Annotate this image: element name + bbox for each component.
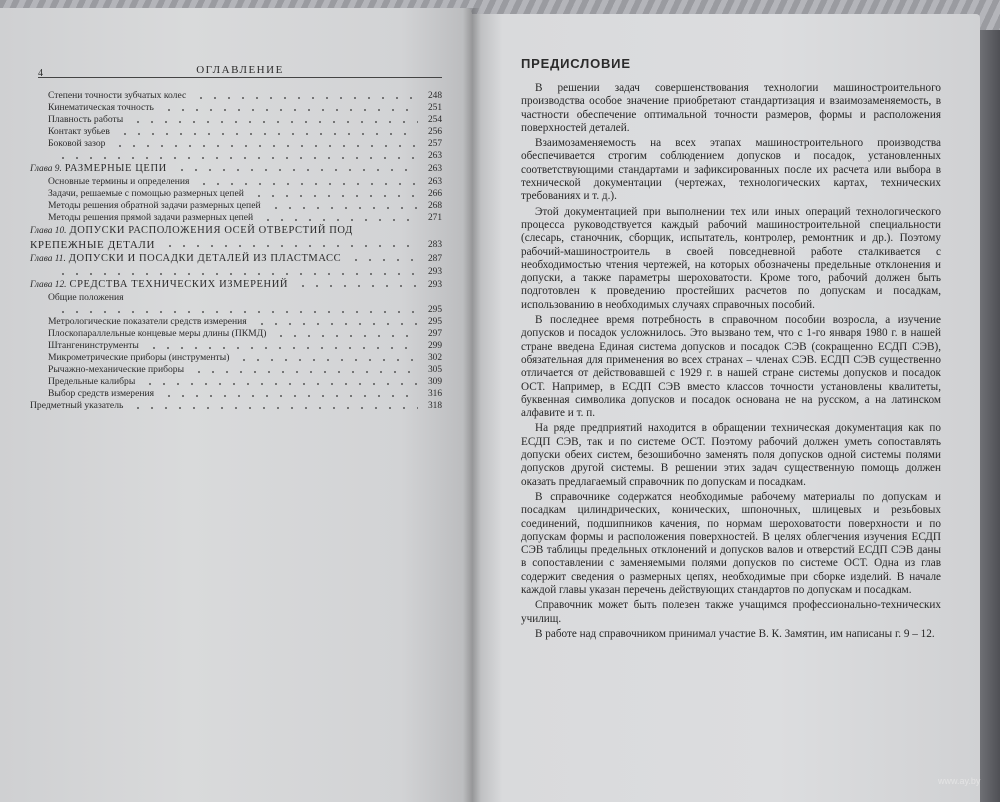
toc-label [30,252,341,266]
toc-page-number: 302 [427,353,442,363]
toc-leader-dots [261,219,418,221]
toc-page-number: 287 [427,254,442,264]
toc-leader-dots [349,259,418,261]
toc-row [30,90,442,102]
toc-leader-dots [162,109,418,111]
toc-row [30,212,442,224]
toc-leader-dots [175,169,418,171]
toc-row [30,150,442,162]
toc-leader-dots [56,157,418,159]
toc-leader-dots [113,145,418,147]
toc-page-number: 268 [427,201,442,211]
toc-label [48,138,105,150]
preface-paragraph: В последнее время потребность в справочном пособии возросла, а изучение допусков и посадок усложнилось. Это вызвано тем, что с 1-го января 1980 г. в нашей стране введена Единая система допусков и посадок СЭВ (сокращенно ЕСДП СЭВ), обязательная для применения во всех странах – членах СЭВ. ЕСДП СЭВ существенно отличается от действовавшей с 1929 г. в нашей стране системы допусков и посадок ОСТ. Например, в ЕСДП СЭВ вместо классов точности установлены квалитеты, буквенная символика допусков и посадок основана не на русском, а на латинском алфавите и т. п. [521,314,941,420]
toc-leader-dots [131,407,418,409]
toc-row [30,352,442,364]
toc-leader-dots [274,335,418,337]
toc-row [30,388,442,400]
toc-leader-dots [143,383,418,385]
toc-label-text: Степени точности зубчатых колес [48,90,187,101]
toc-leader-dots [237,359,418,361]
toc-label [30,162,167,176]
toc-page-number: 297 [427,329,442,339]
toc-label [48,376,135,388]
toc-label-text: Плавность работы [48,114,124,125]
toc-page-number: 263 [427,151,442,161]
toc-leader-dots [296,285,418,287]
toc-page-number: 254 [427,115,442,125]
toc-label-text: Методы решения обратной задачи размерных цепей [48,200,261,211]
toc-row [30,316,442,328]
toc-row [30,114,442,126]
toc-row [30,376,442,388]
toc-leader-dots [163,245,418,247]
toc-page-number: 309 [427,377,442,387]
preface-paragraph: Справочник может быть полезен также учащимся профессионально-технических училищ. [521,599,941,625]
toc-label [48,340,139,352]
toc-leader-dots [194,97,418,99]
toc-label [30,224,353,238]
toc-page-number: 316 [427,389,442,399]
toc-page-number: 295 [427,305,442,315]
toc-page-number: 293 [427,267,442,277]
toc-leader-dots [162,395,418,397]
toc-label-text: Общие положения [48,292,124,303]
toc-row [30,252,442,266]
toc-label [48,200,261,212]
toc-page-number: 293 [427,280,442,290]
toc-page-number: 251 [427,103,442,113]
toc-label [48,114,123,126]
preface-paragraph: В справочнике содержатся необходимые рабочему материалы по допускам и посадкам цилиндрических, конических, шпоночных, шлицевых и резьбовых соединений, подшипников качения, по нормам шероховатости поверхности и по допускам формы и расположения поверхностей. В целях облегчения изучения ЕСДП СЭВ таблицы предельных отклонений и допусков валов и отверстий ЕСДП СЭВ даны в сопоставлении с заменяемыми полями допусков по системе ОСТ. Одна из глав содержит сведения о размерных цепях, необходимые при сборке изделий. В начале каждой главы указан перечень действующих стандартов по допускам и посадкам. [521,490,941,596]
toc-row [30,102,442,114]
toc-label-text: Штангенинструменты [48,340,139,351]
toc-label-text: Кинематическая точность [48,102,154,113]
toc-label [48,352,229,364]
toc-leader-dots [255,323,418,325]
toc-label [48,90,186,102]
table-of-contents [30,90,442,412]
preface-paragraph: Взаимозаменяемость на всех этапах машиностроительного производства обеспечивается строгим соблюдением допусков и посадок, установленных соответствующими стандартами и зафиксированных после их расчета или выбора в технической документации (чертежах, технологических картах, технических требованиях и т. д.). [521,137,941,203]
toc-page-number: 248 [427,91,442,101]
toc-row [30,364,442,376]
book-edge [980,30,1000,802]
page-number: 4 [38,68,44,79]
toc-row [30,292,442,304]
toc-row [30,340,442,352]
preface-paragraph: В работе над справочником принимал участие В. К. Замятин, им написаны г. 9 – 12. [535,627,935,640]
toc-label-text: Выбор средств измерения [48,388,155,399]
toc-label [48,328,266,340]
toc-label-text: Плоскопараллельные концевые меры длины (ПКМД) [48,328,267,339]
book-gutter [463,8,481,802]
toc-page-number: 299 [427,341,442,351]
toc-label-text: КРЕПЕЖНЫЕ ДЕТАЛИ [30,239,156,251]
toc-page-number: 266 [427,189,442,199]
toc-page-number: 318 [427,401,442,411]
watermark: www.ay.by [938,776,981,786]
toc-label [30,238,155,252]
toc-row [30,200,442,212]
toc-row [30,188,442,200]
toc-label [48,364,184,376]
toc-row [30,138,442,150]
toc-row [30,224,442,238]
toc-leader-dots [147,347,418,349]
toc-row [30,278,442,292]
toc-page-number: 256 [427,127,442,137]
toc-leader-dots [252,195,418,197]
toc-row [30,400,442,412]
toc-page-number: 263 [427,164,442,174]
toc-label-text: Основные термины и определения [48,176,190,187]
toc-leader-dots [56,311,418,313]
preface-paragraph: В решении задач совершенствования технологии машиностроительного производства особое значение приобретают стандартизация и взаимозаменяемость, в частности обеспечение оптимальной точности размеров, формы и расположения поверхностей деталей. [521,82,941,134]
toc-row [30,176,442,188]
toc-leader-dots [269,207,418,209]
toc-label [48,212,253,224]
toc-page-number: 257 [427,139,442,149]
toc-chapter-number: Глава 9. [30,164,62,174]
toc-row [30,304,442,316]
toc-label-text: Метрологические показатели средств измерения [48,316,247,327]
toc-leader-dots [118,133,418,135]
toc-label-text: ДОПУСКИ И ПОСАДКИ ДЕТАЛЕЙ ИЗ ПЛАСТМАСС [68,253,342,264]
toc-label [48,176,189,188]
toc-label [48,126,110,138]
toc-page-number: 283 [427,240,442,250]
toc-title: ОГЛАВЛЕНИЕ [196,64,284,76]
toc-label [48,102,154,114]
toc-leader-dots [131,121,418,123]
toc-label-text: Рычажно-механические приборы [48,364,185,375]
toc-row [30,238,442,252]
toc-label-text: Предметный указатель [30,400,124,411]
toc-leader-dots [192,371,418,373]
toc-page-number: 295 [427,317,442,327]
toc-label-text: ДОПУСКИ РАСПОЛОЖЕНИЯ ОСЕЙ ОТВЕРСТИЙ ПОД [69,225,353,236]
toc-label-text: Контакт зубьев [48,126,110,137]
toc-row [30,126,442,138]
toc-label [48,292,124,304]
toc-label-text: СРЕДСТВА ТЕХНИЧЕСКИХ ИЗМЕРЕНИЙ [69,279,289,290]
toc-label-text: Боковой зазор [48,138,106,149]
toc-page-number: 271 [427,213,442,223]
toc-header [38,62,442,78]
toc-leader-dots [56,273,418,275]
toc-label [48,316,247,328]
preface-paragraph: На ряде предприятий находится в обращении техническая документация как по ЕСДП СЭВ, так и по системе ОСТ. Поэтому рабочий должен уметь сопоставлять допуски обеих систем, безошибочно заменять поля допусков одной системы полями допусков другой системы. В решении этих задач существенную помощь должен оказать предлагаемый справочник по допускам и посадкам. [521,422,941,488]
toc-label [30,278,288,292]
toc-page-number: 305 [427,365,442,375]
preface-paragraph: Этой документацией при выполнении тех или иных операций технологического процесса руководствуется каждый рабочий машиностроительной специальности (слесарь, станочник, сборщик, испытатель, контролер, ремонтник и др.). Поэтому рабочий-машиностроитель в своей повседневной работе сталкивается с необходимостью чтения чертежей, на которых обозначены предельные отклонения и допуски, а также параметры шероховатости. Кроме того, рабочий должен быть подготовлен к проведению простейших расчетов по допускам и посадкам, использованию в необходимых случаях справочных пособий. [521,205,941,311]
preface-body [521,82,941,643]
toc-row [30,328,442,340]
toc-row [30,266,442,278]
toc-label [30,400,123,412]
toc-chapter-number: Глава 10. [30,226,67,236]
toc-leader-dots [197,183,418,185]
toc-label [48,388,154,400]
preface-title: ПРЕДИСЛОВИЕ [521,56,631,71]
toc-label-text: Микрометрические приборы (инструменты) [48,352,230,363]
toc-row [30,162,442,176]
toc-label [48,188,244,200]
toc-label-text: РАЗМЕРНЫЕ ЦЕПИ [64,163,167,174]
toc-label-text: Методы решения прямой задачи размерных цепей [48,212,254,223]
toc-chapter-number: Глава 11. [30,254,66,264]
toc-page-number: 263 [427,177,442,187]
toc-chapter-number: Глава 12. [30,280,67,290]
toc-label-text: Задачи, решаемые с помощью размерных цепей [48,188,244,199]
toc-label-text: Предельные калибры [48,376,136,387]
